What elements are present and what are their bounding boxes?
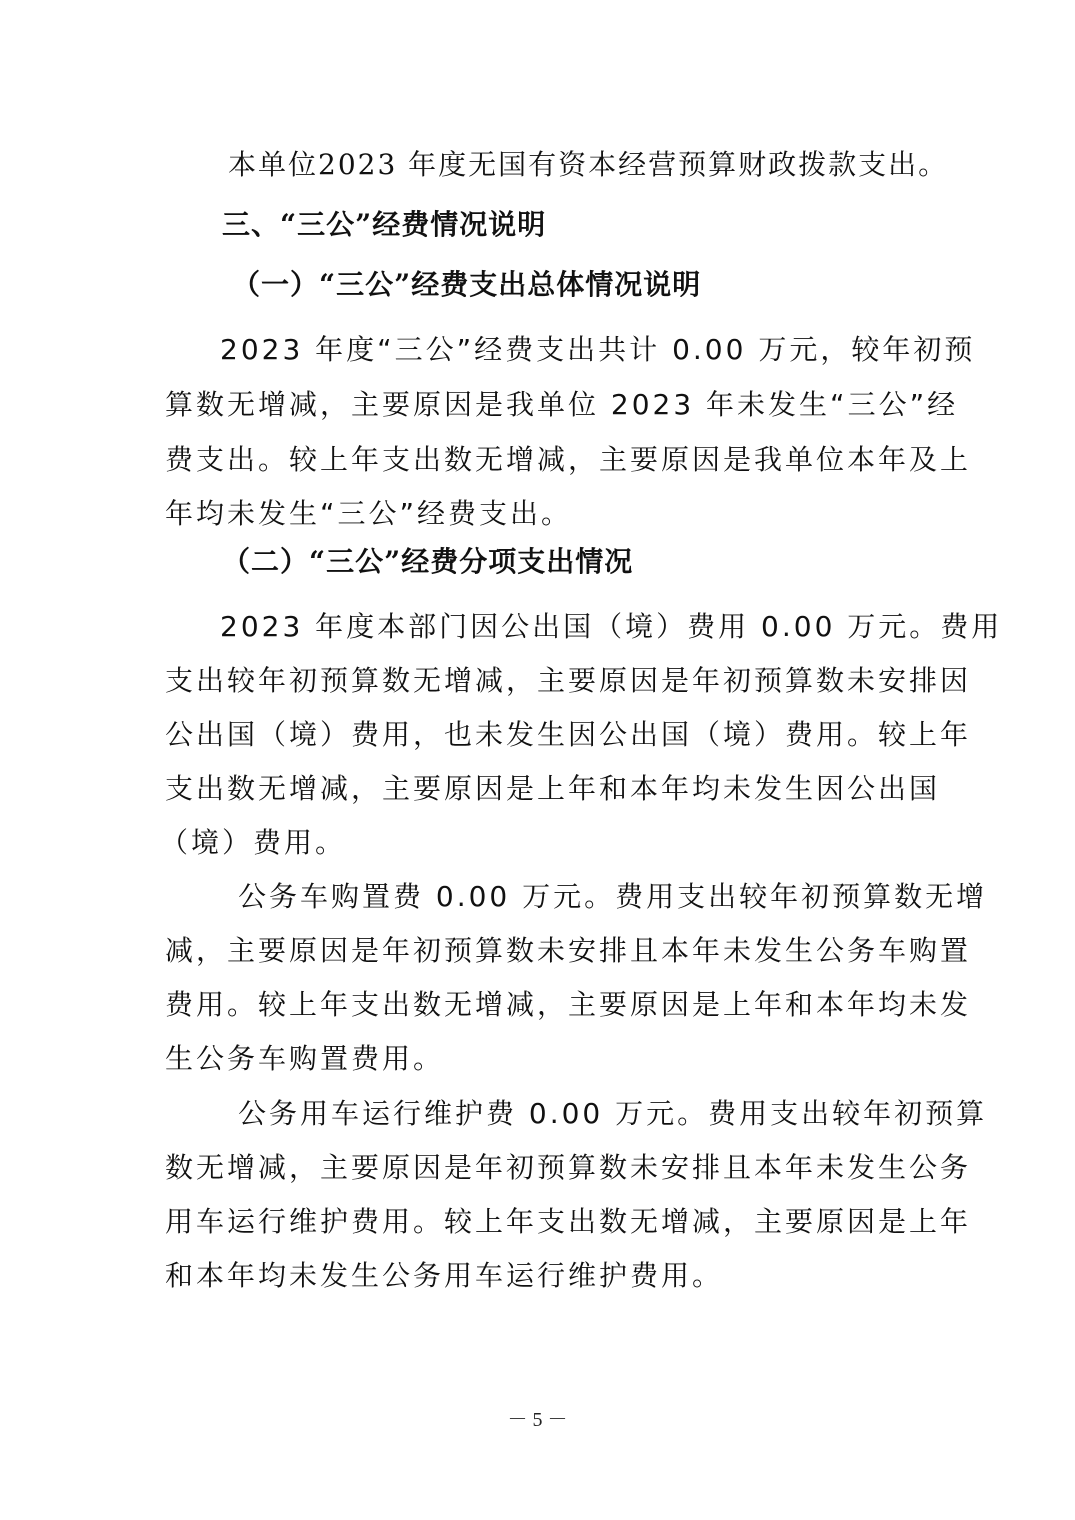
paragraph-line: 本单位2023 年度无国有资本经营预算财政拨款支出。 (228, 148, 949, 181)
paragraph-line: 2023 年度本部门因公出国（境）费用 0.00 万元。费用 (220, 610, 1003, 643)
paragraph-line: 数无增减，主要原因是年初预算数未安排且本年未发生公务 (165, 1151, 972, 1184)
paragraph-line: 和本年均未发生公务用车运行维护费用。 (165, 1259, 724, 1292)
paragraph-line: 生公务车购置费用。 (165, 1042, 445, 1075)
paragraph-line: （境）费用。 (160, 826, 347, 859)
subsection-heading: （一）“三公”经费支出总体情况说明 (232, 268, 702, 301)
paragraph-line: 公务用车运行维护费 0.00 万元。费用支出较年初预算 (238, 1097, 988, 1130)
page-number: － 5 － (507, 1409, 568, 1431)
paragraph-line: 费支出。较上年支出数无增减，主要原因是我单位本年及上 (165, 443, 972, 476)
section-heading: 三、“三公”经费情况说明 (222, 208, 547, 241)
paragraph-line: 费用。较上年支出数无增减，主要原因是上年和本年均未发 (165, 988, 972, 1021)
paragraph-line: 年均未发生“三公”经费支出。 (165, 497, 573, 530)
paragraph-line: 减，主要原因是年初预算数未安排且本年未发生公务车购置 (165, 934, 972, 967)
paragraph-line: 2023 年度“三公”经费支出共计 0.00 万元，较年初预 (220, 333, 976, 366)
paragraph-line: 支出数无增减，主要原因是上年和本年均未发生因公出国 (165, 772, 941, 805)
paragraph-line: 支出较年初预算数无增减，主要原因是年初预算数未安排因 (165, 664, 972, 697)
paragraph-line: 公出国（境）费用，也未发生因公出国（境）费用。较上年 (165, 718, 972, 751)
paragraph-line: 公务车购置费 0.00 万元。费用支出较年初预算数无增 (238, 880, 988, 913)
paragraph-line: 算数无增减，主要原因是我单位 2023 年未发生“三公”经 (165, 388, 959, 421)
paragraph-line: 用车运行维护费用。较上年支出数无增减，主要原因是上年 (165, 1205, 972, 1238)
subsection-heading: （二）“三公”经费分项支出情况 (222, 545, 634, 578)
